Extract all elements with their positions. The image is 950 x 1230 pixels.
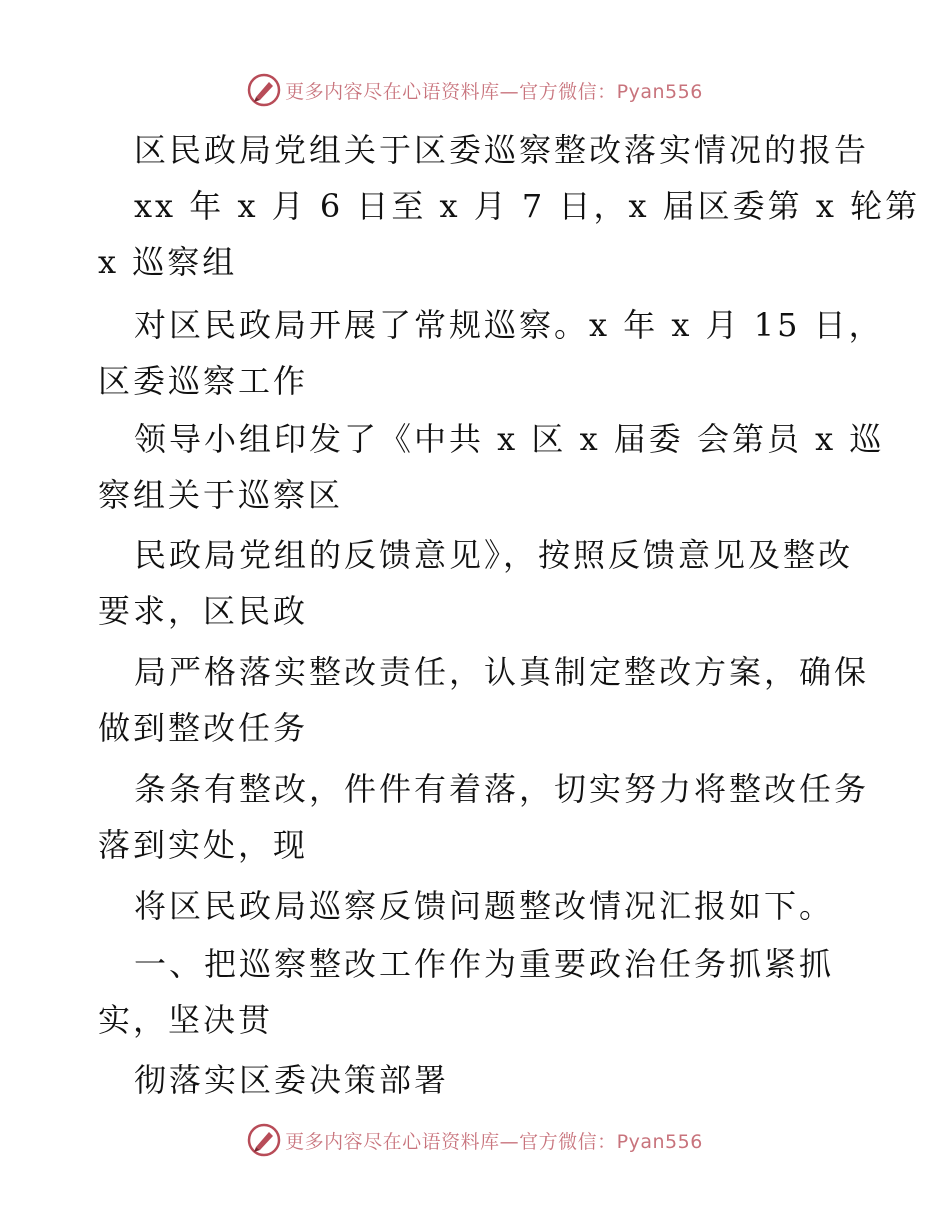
- banner-text: 更多内容尽在心语资料库—官方微信：Pyan556: [285, 80, 703, 103]
- pen-logo-icon: [247, 73, 281, 107]
- pen-logo-icon: [247, 1123, 281, 1157]
- section-heading: 实，坚决贯: [98, 1001, 274, 1039]
- paragraph-line: xx 年 x 月 6 日至 x 月 7 日，x 届区委第 x 轮第: [134, 187, 921, 225]
- paragraph-line: 将区民政局巡察反馈问题整改情况汇报如下。: [134, 887, 835, 925]
- paragraph-line: 条条有整改，件件有着落，切实努力将整改任务: [134, 770, 870, 808]
- paragraph-line: 做到整改任务: [98, 709, 309, 747]
- document-title: 区民政局党组关于区委巡察整改落实情况的报告: [134, 131, 870, 169]
- paragraph-line: 察组关于巡察区: [98, 476, 344, 514]
- paragraph-line: 区委巡察工作: [98, 362, 309, 400]
- footer-banner: [0, 1120, 950, 1160]
- paragraph-line: x 巡察组: [98, 243, 238, 281]
- paragraph-line: 对区民政局开展了常规巡察。x 年 x 月 15 日，: [134, 306, 884, 344]
- header-banner: [0, 70, 950, 110]
- section-heading: 一、把巡察整改工作作为重要政治任务抓紧抓: [134, 945, 835, 983]
- paragraph-line: 要求，区民政: [98, 592, 309, 630]
- banner-text: 更多内容尽在心语资料库—官方微信：Pyan556: [285, 1130, 703, 1153]
- paragraph-line: 局严格落实整改责任，认真制定整改方案，确保: [134, 653, 870, 691]
- paragraph-line: 落到实处，现: [98, 826, 309, 864]
- paragraph-line: 领导小组印发了《中共 x 区 x 届委 会第员 x 巡: [134, 420, 885, 458]
- paragraph-line: 民政局党组的反馈意见》，按照反馈意见及整改: [134, 536, 854, 574]
- section-heading: 彻落实区委决策部署: [134, 1061, 450, 1099]
